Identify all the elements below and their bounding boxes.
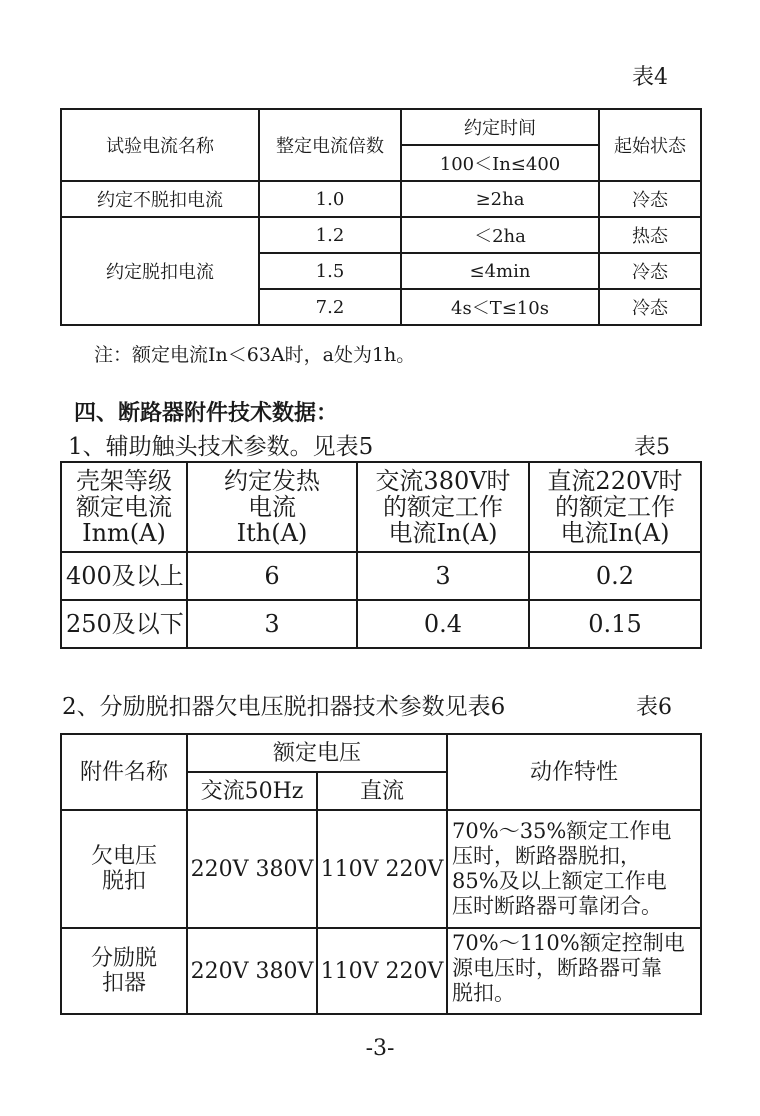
table-cell: 冷态: [599, 181, 701, 217]
cell-line: 脱扣: [101, 869, 146, 894]
table4: [60, 108, 702, 326]
table-cell: [61, 810, 187, 928]
table-cell: 1.5: [259, 253, 401, 289]
table-cell: 热态: [599, 217, 701, 253]
table-cell: 7.2: [259, 289, 401, 325]
t5-header-line: 的额定工作: [383, 493, 503, 521]
section-item-1: 1、辅助触头技术参数。见表5: [68, 434, 374, 460]
table-cell: 约定脱扣电流: [61, 217, 259, 325]
table-cell: 220V 380V: [187, 810, 317, 928]
t6-header-voltage: 额定电压: [187, 734, 447, 772]
t5-header-line: 额定电流: [76, 493, 172, 521]
t5-header-line: 直流220V时: [547, 467, 683, 495]
t6-header-name: 附件名称: [61, 734, 187, 810]
table6-label: 表6: [636, 695, 672, 720]
t6-header-action: 动作特性: [447, 734, 701, 810]
table6: [60, 733, 702, 1015]
t4-header-time: 约定时间: [401, 109, 599, 145]
table-cell: 6: [187, 552, 357, 600]
t4-header-name: 试验电流名称: [61, 109, 259, 181]
t5-header-line: 交流380V时: [375, 467, 511, 495]
table-cell: [447, 810, 701, 928]
t5-header-line: 壳架等级: [76, 467, 172, 495]
cell-line: 85%及以上额定工作电: [452, 869, 667, 893]
t5-header-line: 电流In(A): [388, 519, 498, 547]
section-item-2: 2、分励脱扣器欠电压脱扣器技术参数见表6: [62, 694, 506, 720]
table-cell: ≤4min: [401, 253, 599, 289]
table-cell: 0.2: [529, 552, 701, 600]
table-cell: 400及以上: [61, 552, 187, 600]
t4-header-state: 起始状态: [599, 109, 701, 181]
t6-header-ac: 交流50Hz: [187, 772, 317, 810]
table5: [60, 461, 702, 649]
table-cell: 110V 220V: [317, 810, 447, 928]
page-number: -3-: [365, 1036, 395, 1061]
t5-header-line: Inm(A): [82, 519, 166, 547]
table-cell: 冷态: [599, 253, 701, 289]
table-cell: 250及以下: [61, 600, 187, 648]
table-cell: 1.0: [259, 181, 401, 217]
cell-line: 70%～35%额定工作电: [452, 819, 672, 843]
cell-line: 分励脱: [90, 946, 157, 971]
table-cell: 0.15: [529, 600, 701, 648]
cell-line: 脱扣。: [452, 981, 516, 1005]
table-cell: 3: [187, 600, 357, 648]
table-cell: 3: [357, 552, 529, 600]
table-cell: 约定不脱扣电流: [61, 181, 259, 217]
table-cell: 220V 380V: [187, 928, 317, 1014]
cell-line: 扣器: [101, 971, 146, 996]
cell-line: 70%～110%额定控制电: [452, 931, 685, 955]
t5-header-line: Ith(A): [236, 519, 308, 547]
cell-line: 压时，断路器脱扣，: [452, 844, 642, 868]
t5-header-line: 电流: [248, 493, 296, 521]
t5-header-line: 的额定工作: [555, 493, 675, 521]
table-cell: 4s＜T≤10s: [401, 289, 599, 325]
table-cell: 1.2: [259, 217, 401, 253]
t5-header-line: 电流In(A): [560, 519, 670, 547]
table-cell: [61, 928, 187, 1014]
t5-header-cell: [357, 462, 529, 552]
cell-line: 欠电压: [90, 844, 157, 869]
cell-line: 压时断路器可靠闭合。: [452, 894, 663, 918]
section-title: 四、断路器附件技术数据：: [74, 401, 339, 426]
t5-header-line: 约定发热: [224, 467, 320, 495]
t6-header-dc: 直流: [317, 772, 447, 810]
t5-header-cell: [529, 462, 701, 552]
table-cell: [447, 928, 701, 1014]
t5-header-cell: [187, 462, 357, 552]
t5-header-cell: [61, 462, 187, 552]
table5-label: 表5: [634, 435, 670, 460]
t4-header-multiple: 整定电流倍数: [259, 109, 401, 181]
table-cell: ≥2ha: [401, 181, 599, 217]
table-cell: 110V 220V: [317, 928, 447, 1014]
table-cell: 冷态: [599, 289, 701, 325]
table-cell: 0.4: [357, 600, 529, 648]
t4-header-time-range: 100＜In≤400: [401, 145, 599, 181]
cell-line: 源电压时，断路器可靠: [452, 956, 663, 980]
table4-label: 表4: [632, 65, 668, 90]
table-cell: ＜2ha: [401, 217, 599, 253]
table4-note: 注：额定电流In＜63A时，a处为1h。: [94, 344, 416, 366]
